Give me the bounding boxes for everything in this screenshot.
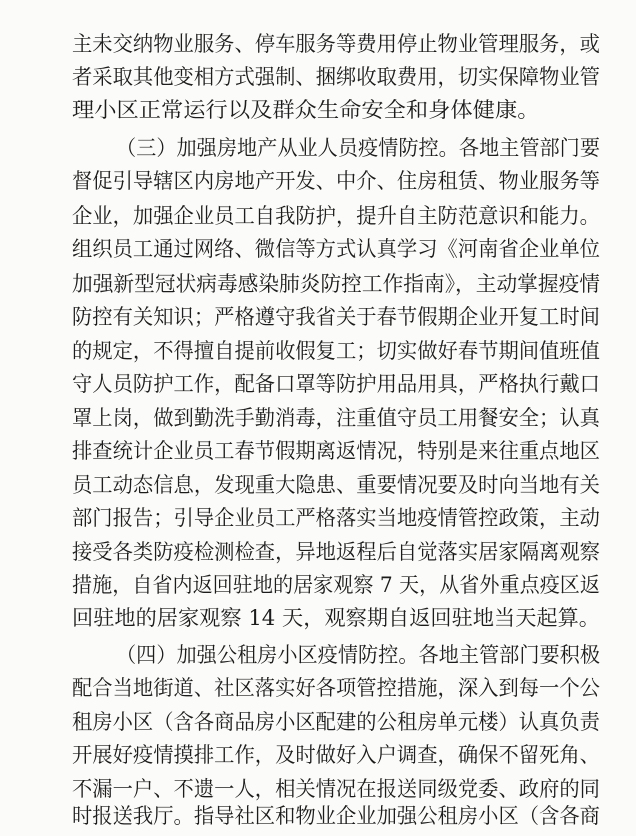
- text-line-content: 守人员防护工作，配备口罩等防护用品用具，严格执行戴口: [72, 372, 600, 396]
- text-line: [0, 161, 636, 201]
- text-line-content: 排查统计企业员工春节假期离返情况，特别是来往重点地区: [72, 439, 600, 463]
- text-line-content: 主未交纳物业服务、停车服务等费用停止物业管理服务，或: [72, 32, 600, 56]
- text-line-content: 防控有关知识；严格遵守我省关于春节假期企业开复工时间: [72, 305, 600, 329]
- text-line-content: 时报送我厅。指导社区和物业企业加强公租房小区（含各商: [72, 804, 600, 828]
- text-line-content: 部门报告；引导企业员工严格落实当地疫情管控政策，主动: [72, 506, 600, 530]
- text-line-content: （四）加强公租房小区疫情防控。各地主管部门要积极: [116, 643, 600, 667]
- text-line-content: 组织员工通过网络、微信等方式认真学习《河南省企业单位: [72, 237, 600, 261]
- text-line-content: 者采取其他变相方式强制、捆绑收取费用，切实保障物业管: [72, 65, 600, 89]
- text-line-content: 回驻地的居家观察 14 天，观察期自返回驻地当天起算。: [72, 606, 600, 630]
- text-line-content: 措施，自省内返回驻地的居家观察 7 天，从省外重点疫区返: [72, 573, 600, 597]
- text-line-content: 企业，加强企业员工自我防护，提升自主防范意识和能力。: [72, 204, 600, 228]
- text-line: [0, 796, 636, 836]
- text-line-content: 督促引导辖区内房地产开发、中介、住房租赁、物业服务等: [72, 169, 600, 193]
- text-line-content: 不漏一户、不遗一人，相关情况在报送同级党委、政府的同: [72, 777, 600, 801]
- text-line: [0, 229, 636, 269]
- text-line: [0, 90, 636, 130]
- text-line-content: 接受各类防疫检测检查，异地返程后自觉落实居家隔离观察: [72, 540, 600, 564]
- text-line-content: 的规定，不得擅自提前收假复工；切实做好春节期间值班值: [72, 339, 600, 363]
- text-line-content: 开展好疫情摸排工作，及时做好入户调查，确保不留死角、: [72, 743, 600, 767]
- text-line-content: （三）加强房地产从业人员疫情防控。各地主管部门要: [116, 136, 600, 160]
- text-line-content: 理小区正常运行以及群众生命安全和身体健康。: [72, 98, 540, 122]
- text-line: [0, 598, 636, 638]
- text-line-content: 租房小区（含各商品房小区配建的公租房单元楼）认真负责: [72, 710, 600, 734]
- text-line-content: 员工动态信息，发现重大隐患、重要情况要及时向当地有关: [72, 473, 600, 497]
- text-line-content: 配合当地街道、社区落实好各项管控措施，深入到每一个公: [72, 676, 600, 700]
- text-line-content: 罩上岗，做到勤洗手勤消毒，注重值守员工用餐安全；认真: [72, 406, 600, 430]
- text-line-content: 加强新型冠状病毒感染肺炎防控工作指南》，主动掌握疫情: [72, 272, 601, 296]
